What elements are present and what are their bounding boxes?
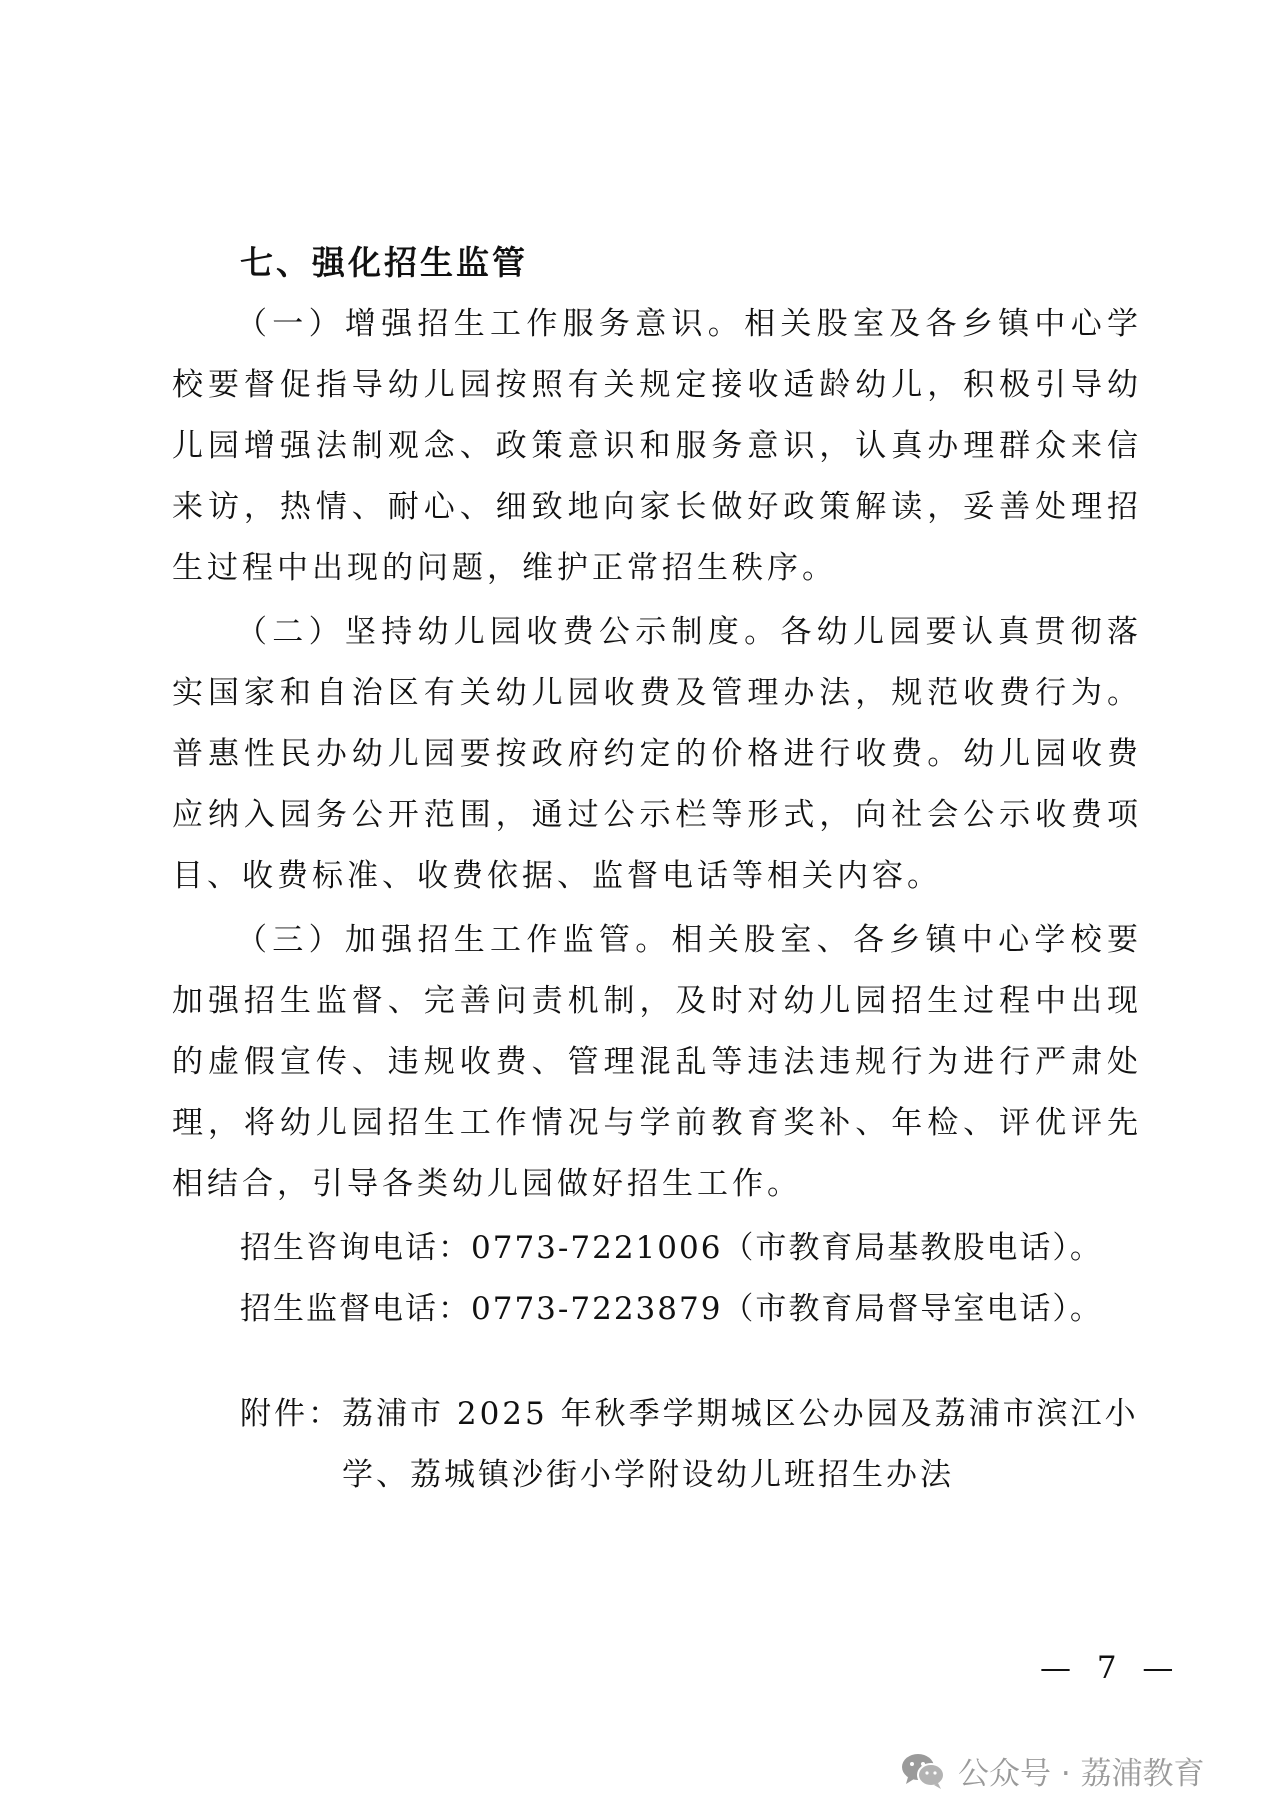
- paragraph-fee-disclosure: （二）坚持幼儿园收费公示制度。各幼儿园要认真贯彻落实国家和自治区有关幼儿园收费及管理办法，规范收费行为。普惠性民办幼儿园要按政府约定的价格进行收费。幼儿园收费应纳入园务公开范围，通过公示栏等形式，向社会公示收费项目、收费标准、收费依据、监督电话等相关内容。: [172, 614, 1142, 894]
- wechat-icon: [900, 1751, 946, 1791]
- section-heading: 七、强化招生监管: [240, 243, 528, 282]
- attachment-title: 荔浦市 2025 年秋季学期城区公办园及荔浦市滨江小学、荔城镇沙街小学附设幼儿班招生办法: [342, 1396, 1139, 1493]
- attachment-label: 附件：: [240, 1396, 342, 1432]
- consultation-phone-line: 招生咨询电话：0773-7221006（市教育局基教股电话）。: [240, 1230, 1103, 1266]
- wechat-watermark: [900, 1748, 1205, 1793]
- attachment-block: [240, 1384, 1140, 1506]
- supervision-phone-line: 招生监督电话：0773-7223879（市教育局督导室电话）。: [240, 1291, 1103, 1327]
- page-number: — 7 —: [1040, 1650, 1182, 1686]
- paragraph-enrollment-service: （一）增强招生工作服务意识。相关股室及各乡镇中心学校要督促指导幼儿园按照有关规定接收适龄幼儿，积极引导幼儿园增强法制观念、政策意识和服务意识，认真办理群众来信来访，热情、耐心、细致地向家长做好政策解读，妥善处理招生过程中出现的问题，维护正常招生秩序。: [172, 306, 1142, 586]
- watermark-text: 公众号 · 荔浦教育: [958, 1756, 1205, 1792]
- paragraph-enrollment-supervision: （三）加强招生工作监管。相关股室、各乡镇中心学校要加强招生监督、完善问责机制，及时对幼儿园招生过程中出现的虚假宣传、违规收费、管理混乱等违法违规行为进行严肃处理，将幼儿园招生工作情况与学前教育奖补、年检、评优评先相结合，引导各类幼儿园做好招生工作。: [172, 922, 1142, 1202]
